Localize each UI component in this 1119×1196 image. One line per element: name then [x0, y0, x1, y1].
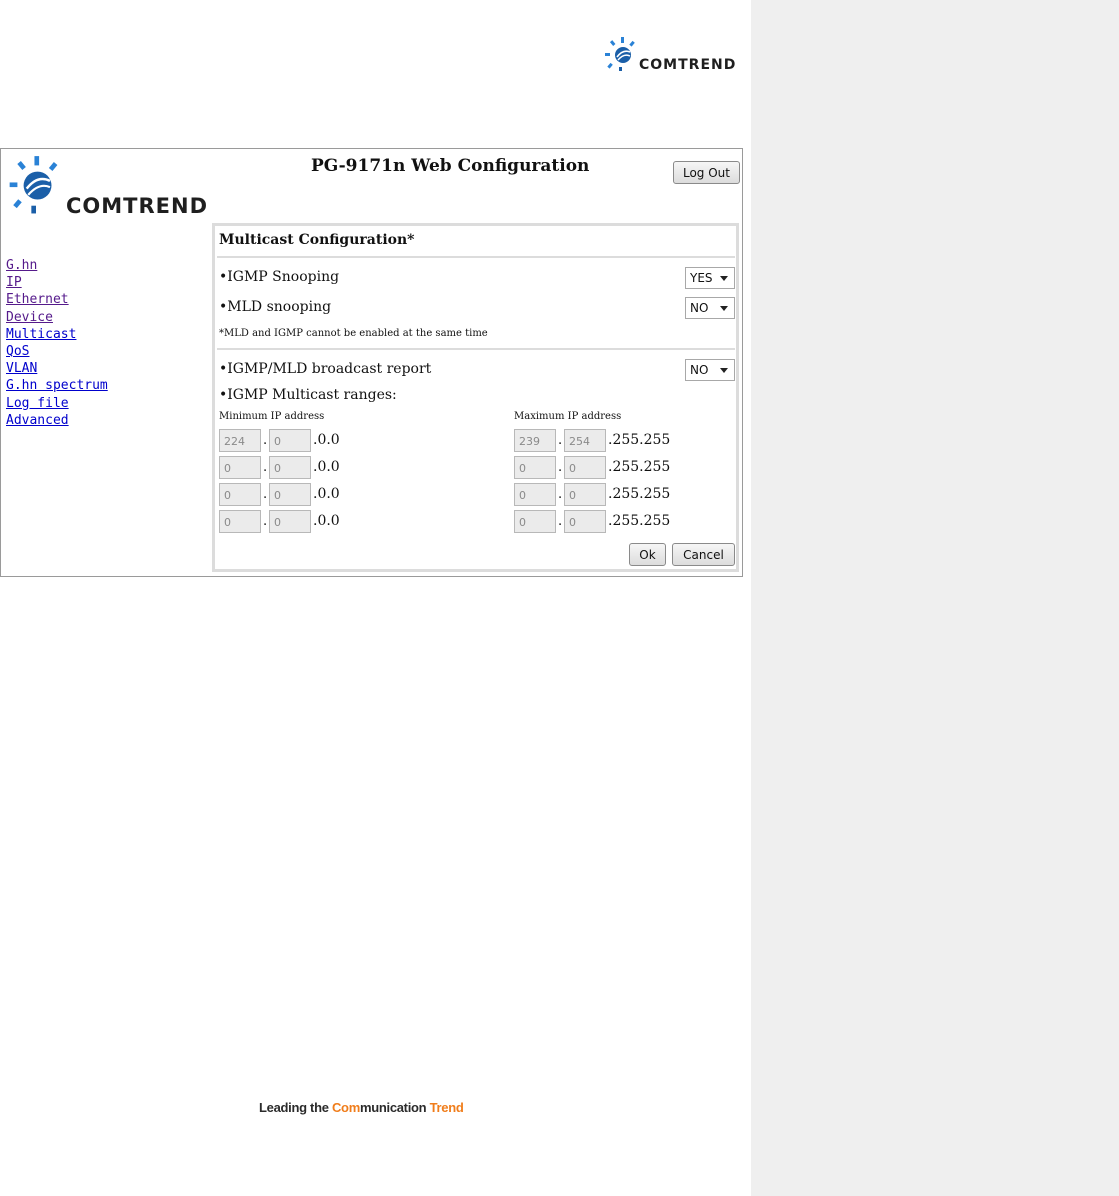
max-ip-header: Maximum IP address	[514, 411, 622, 422]
broadcast-report-select[interactable]	[685, 359, 735, 381]
logout-button[interactable]: Log Out	[673, 161, 740, 184]
header-logo	[604, 36, 750, 80]
tagline-accent-trend: Trend	[429, 1100, 464, 1115]
sidebar-item-advanced[interactable]: Advanced	[6, 412, 69, 428]
chevron-down-icon	[720, 368, 728, 373]
max-ip-suffix: .255.255	[608, 432, 671, 448]
mld-snooping-select[interactable]	[685, 297, 735, 319]
min-ip-octet2-field[interactable]: 0	[269, 456, 311, 479]
min-ip-suffix: .0.0	[313, 513, 340, 529]
ip-dot: .	[558, 514, 563, 529]
sidebar-item-device[interactable]: Device	[6, 309, 53, 325]
exclusivity-note: *MLD and IGMP cannot be enabled at the same time	[219, 328, 488, 339]
tagline-middle: munication	[359, 1100, 430, 1115]
max-ip-octet1-field[interactable]: 0	[514, 510, 556, 533]
page-title: PG-9171n Web Configuration	[311, 156, 590, 176]
min-ip-octet2-field[interactable]: 0	[269, 510, 311, 533]
section-title: Multicast Configuration*	[219, 232, 415, 248]
max-ip-octet2-field[interactable]: 0	[564, 510, 606, 533]
min-ip-octet1-field[interactable]: 0	[219, 510, 261, 533]
min-ip-suffix: .0.0	[313, 432, 340, 448]
broadcast-report-value: NO	[690, 363, 709, 377]
frame-logo	[8, 153, 208, 223]
tagline-accent-com: Com	[331, 1100, 360, 1115]
sidebar-item-ghn[interactable]: G.hn	[6, 258, 38, 273]
min-ip-octet1-field[interactable]: 0	[219, 483, 261, 506]
igmp-snooping-label: •IGMP Snooping	[219, 269, 340, 285]
multicast-ranges-label: •IGMP Multicast ranges:	[219, 387, 397, 403]
chevron-down-icon	[720, 306, 728, 311]
max-ip-octet2-field[interactable]: 0	[564, 483, 606, 506]
max-ip-octet1-field[interactable]: 0	[514, 456, 556, 479]
ip-dot: .	[263, 487, 268, 502]
ok-button[interactable]: Ok	[629, 543, 666, 566]
min-ip-suffix: .0.0	[313, 459, 340, 475]
max-ip-suffix: .255.255	[608, 513, 671, 529]
sidebar-nav	[6, 257, 108, 429]
sidebar-item-ghn-spectrum[interactable]: G.hn spectrum	[6, 378, 108, 394]
ip-dot: .	[263, 514, 268, 529]
brand-wordmark: COMTREND	[66, 194, 209, 218]
min-ip-octet2-field[interactable]: 0	[269, 483, 311, 506]
broadcast-report-label: •IGMP/MLD broadcast report	[219, 361, 432, 377]
sidebar-item-log-file[interactable]: Log file	[6, 395, 69, 411]
min-ip-suffix: .0.0	[313, 486, 340, 502]
sidebar-item-multicast[interactable]: Multicast	[6, 326, 77, 342]
ip-dot: .	[558, 487, 563, 502]
max-ip-suffix: .255.255	[608, 486, 671, 502]
comtrend-sunburst-icon	[8, 153, 64, 215]
igmp-snooping-value: YES	[690, 271, 713, 285]
cancel-button[interactable]: Cancel	[672, 543, 735, 566]
sidebar-item-ip[interactable]: IP	[6, 275, 22, 291]
document-margin	[751, 0, 1119, 1196]
max-ip-octet2-field[interactable]: 0	[564, 456, 606, 479]
ip-dot: .	[263, 433, 268, 448]
chevron-down-icon	[720, 276, 728, 281]
min-ip-octet1-field[interactable]: 0	[219, 456, 261, 479]
footer-tagline	[259, 1100, 464, 1115]
min-ip-octet2-field[interactable]: 0	[269, 429, 311, 452]
max-ip-octet1-field[interactable]: 0	[514, 483, 556, 506]
min-ip-octet1-field[interactable]: 224	[219, 429, 261, 452]
mld-snooping-label: •MLD snooping	[219, 299, 332, 315]
multicast-config-panel	[212, 223, 739, 572]
sidebar-item-vlan[interactable]: VLAN	[6, 361, 38, 377]
sidebar-item-qos[interactable]: QoS	[6, 344, 30, 360]
ip-dot: .	[558, 433, 563, 448]
min-ip-header: Minimum IP address	[219, 411, 325, 422]
comtrend-sunburst-icon	[604, 36, 640, 72]
max-ip-suffix: .255.255	[608, 459, 671, 475]
max-ip-octet2-field[interactable]: 254	[564, 429, 606, 452]
sidebar-item-ethernet[interactable]: Ethernet	[6, 292, 69, 308]
ip-dot: .	[263, 460, 268, 475]
igmp-snooping-select[interactable]	[685, 267, 735, 289]
tagline-prefix: Leading the	[259, 1100, 332, 1115]
max-ip-octet1-field[interactable]: 239	[514, 429, 556, 452]
divider	[217, 348, 735, 350]
mld-snooping-value: NO	[690, 301, 709, 315]
ip-dot: .	[558, 460, 563, 475]
web-config-screenshot	[0, 148, 743, 577]
divider	[217, 256, 735, 258]
brand-wordmark: COMTREND	[639, 57, 737, 73]
